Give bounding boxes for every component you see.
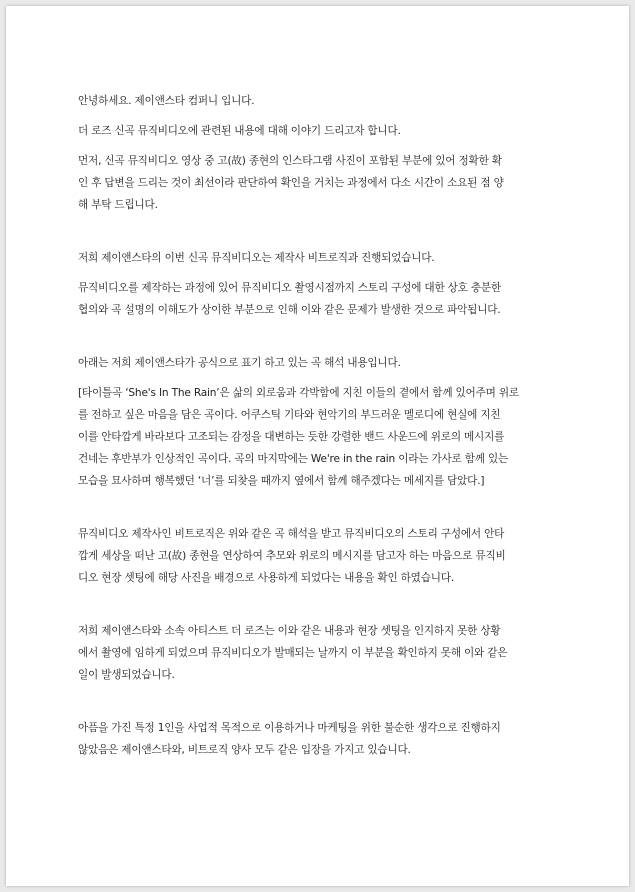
- text-line: 에서 촬영에 임하게 되었으며 뮤직비디오가 발매되는 날까지 이 부분을 확인하지 못해 이와 같은: [78, 647, 508, 659]
- text-line: 깝게 세상을 떠난 고(故) 종현을 연상하여 추모와 위로의 메시지를 담고자 하는 마음으로 뮤직비: [78, 550, 506, 562]
- text-line: 일이 발생되었습니다.: [78, 669, 175, 681]
- artist-awareness-paragraph: [78, 620, 568, 686]
- text-line: 먼저, 신곡 뮤직비디오 영상 중 고(故) 종현의 인스타그램 사진이 포함된 부분에 있어 정확한 확: [78, 155, 502, 167]
- song-interpretation-paragraph: [78, 382, 568, 492]
- text-line: 저희 제이앤스타와 소속 아티스트 더 로즈는 이와 같은 내용과 현장 셋팅을 인지하지 못한 상황: [78, 625, 501, 637]
- text-line: [타이틀곡 ‘She's In The Rain’은 삶의 외로움과 각박함에 지친 이들의 곁에서 함께 있어주며 위로: [78, 387, 519, 399]
- text-line: 뮤직비디오를 제작하는 과정에 있어 뮤직비디오 촬영시점까지 스토리 구성에 대한 상호 충분한: [78, 282, 501, 294]
- text-line: 해 부탁 드립니다.: [78, 199, 158, 211]
- text-line: 아래는 저희 제이앤스타가 공식으로 표기 하고 있는 곡 해석 내용입니다.: [78, 357, 401, 369]
- text-line: 저희 제이앤스타의 이번 신곡 뮤직비디오는 제작사 비트로직과 진행되었습니다.: [78, 252, 435, 264]
- producer-explanation-paragraph: [78, 523, 568, 589]
- intro-paragraph: [78, 120, 568, 142]
- statement-body: [78, 90, 568, 761]
- document-page: [6, 6, 629, 886]
- text-line: 않았음은 제이앤스타와, 비트로직 양사 모두 같은 입장을 가지고 있습니다.: [78, 744, 411, 756]
- text-line: 이를 안타깝게 바라보다 고조되는 감정을 대변하는 듯한 강렬한 밴드 사운드에 위로의 메시지를: [78, 431, 505, 443]
- closing-paragraph: [78, 717, 568, 761]
- text-line: 더 로즈 신곡 뮤직비디오에 관련된 내용에 대해 이야기 드리고자 합니다.: [78, 125, 401, 137]
- cause-paragraph: [78, 277, 568, 321]
- text-line: 모습을 묘사하며 행복했던 ‘너’를 되찾을 때까지 옆에서 함께 해주겠다는 메세지를 담았다.]: [78, 475, 485, 487]
- text-line: 안녕하세요. 제이앤스타 컴퍼니 입니다.: [78, 95, 255, 107]
- interpretation-intro-paragraph: [78, 352, 568, 374]
- text-line: 건네는 후반부가 인상적인 곡이다. 곡의 마지막에는 We're in the rain 이라는 가사로 함께 있는: [78, 453, 509, 465]
- text-line: 뮤직비디오 제작사인 비트로직은 위와 같은 곡 해석을 받고 뮤직비디오의 스토리 구성에서 안타: [78, 528, 505, 540]
- greeting-paragraph: [78, 90, 568, 112]
- text-line: 를 전하고 싶은 마음을 담은 곡이다. 어쿠스틱 기타와 현악기의 부드러운 멜로디에 현실에 지친: [78, 409, 501, 421]
- text-line: 디오 현장 셋팅에 해당 사진을 배경으로 사용하게 되었다는 내용을 확인 하였습니다.: [78, 572, 454, 584]
- text-line: 아픔을 가진 특정 1인을 사업적 목적으로 이용하거나 마케팅을 위한 불순한 생각으로 진행하지: [78, 722, 501, 734]
- text-line: 협의와 곡 설명의 이해도가 상이한 부분으로 인해 이와 같은 문제가 발생한 것으로 파악됩니다.: [78, 304, 501, 316]
- production-paragraph: [78, 247, 568, 269]
- text-line: 인 후 답변을 드리는 것이 최선이라 판단하여 확인을 거치는 과정에서 다소 시간이 소요된 점 양: [78, 177, 504, 189]
- apology-paragraph: [78, 150, 568, 216]
